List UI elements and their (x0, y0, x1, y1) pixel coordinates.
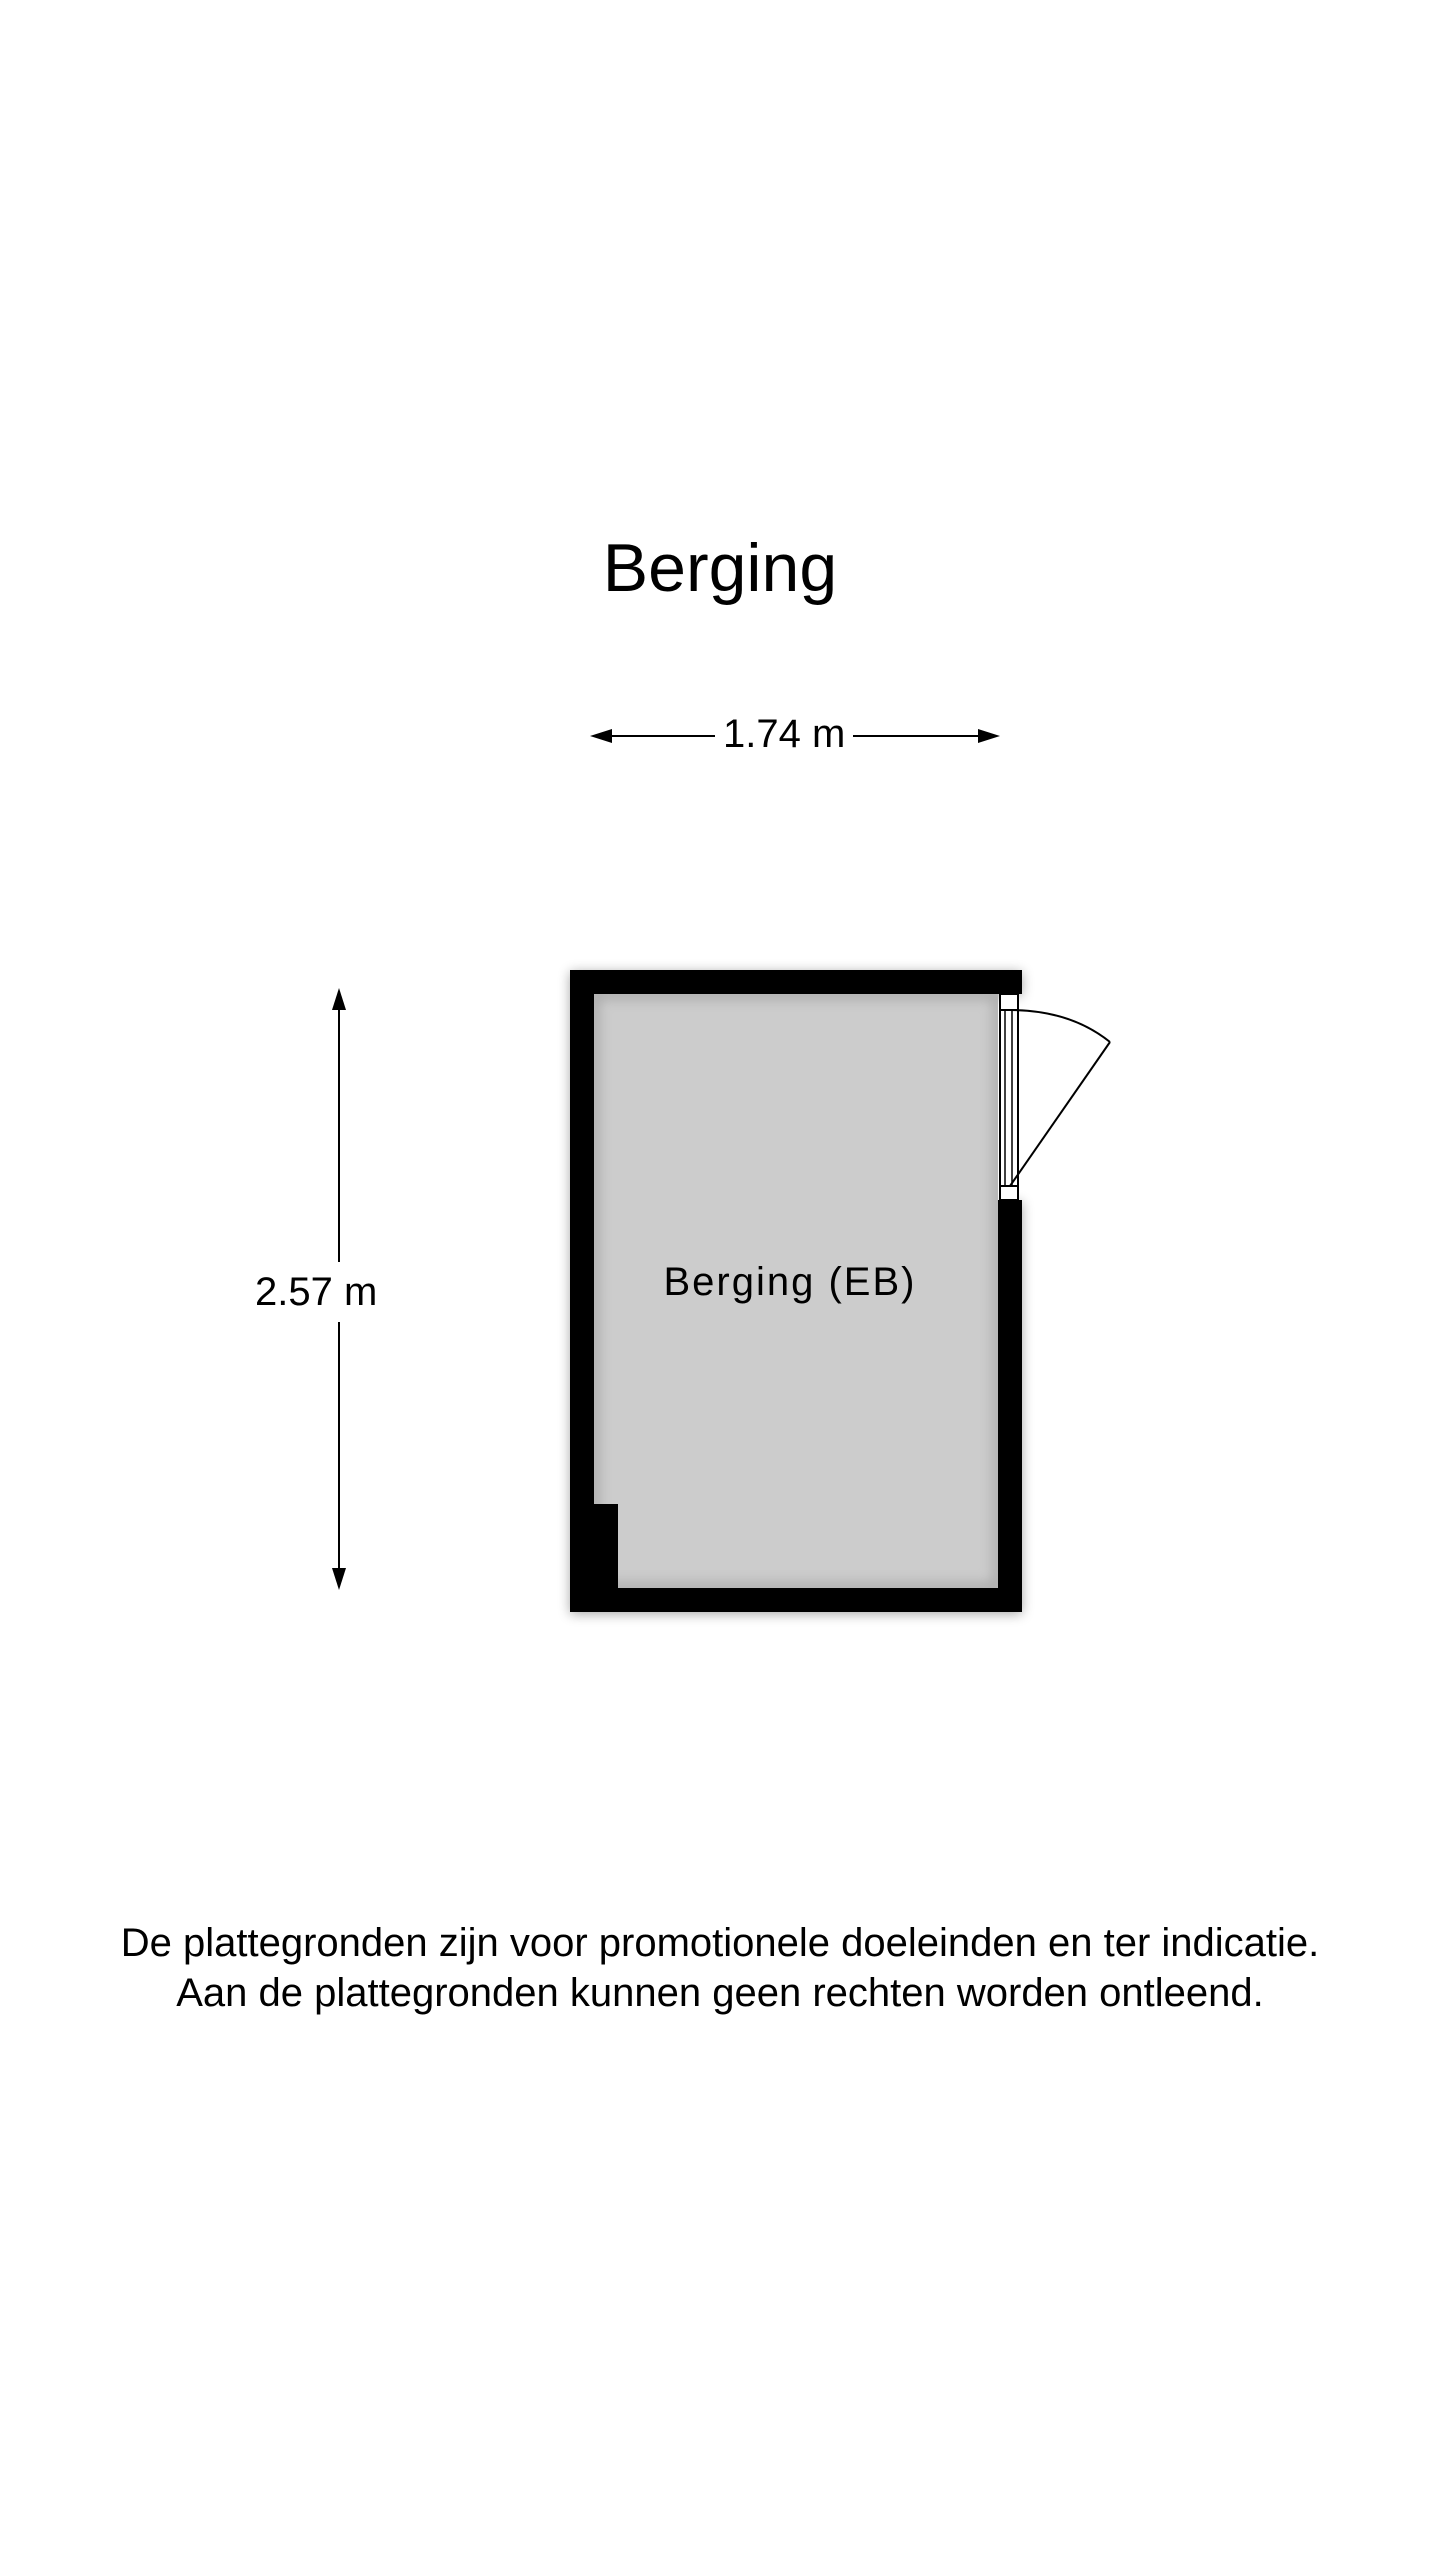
room-label: Berging (EB) (663, 1260, 917, 1304)
door-symbol (1000, 994, 1110, 1200)
width-dimension-label: 1.74 m (715, 710, 853, 758)
disclaimer (0, 1918, 1440, 2018)
disclaimer-line-2: Aan de plattegronden kunnen geen rechten worden ontleend. (176, 1971, 1264, 2015)
disclaimer-line-1: De plattegronden zijn voor promotionele doeleinden en ter indicatie. (120, 1921, 1320, 1965)
height-dimension-label: 2.57 m (255, 1262, 377, 1322)
plan-title: Berging (602, 530, 838, 606)
